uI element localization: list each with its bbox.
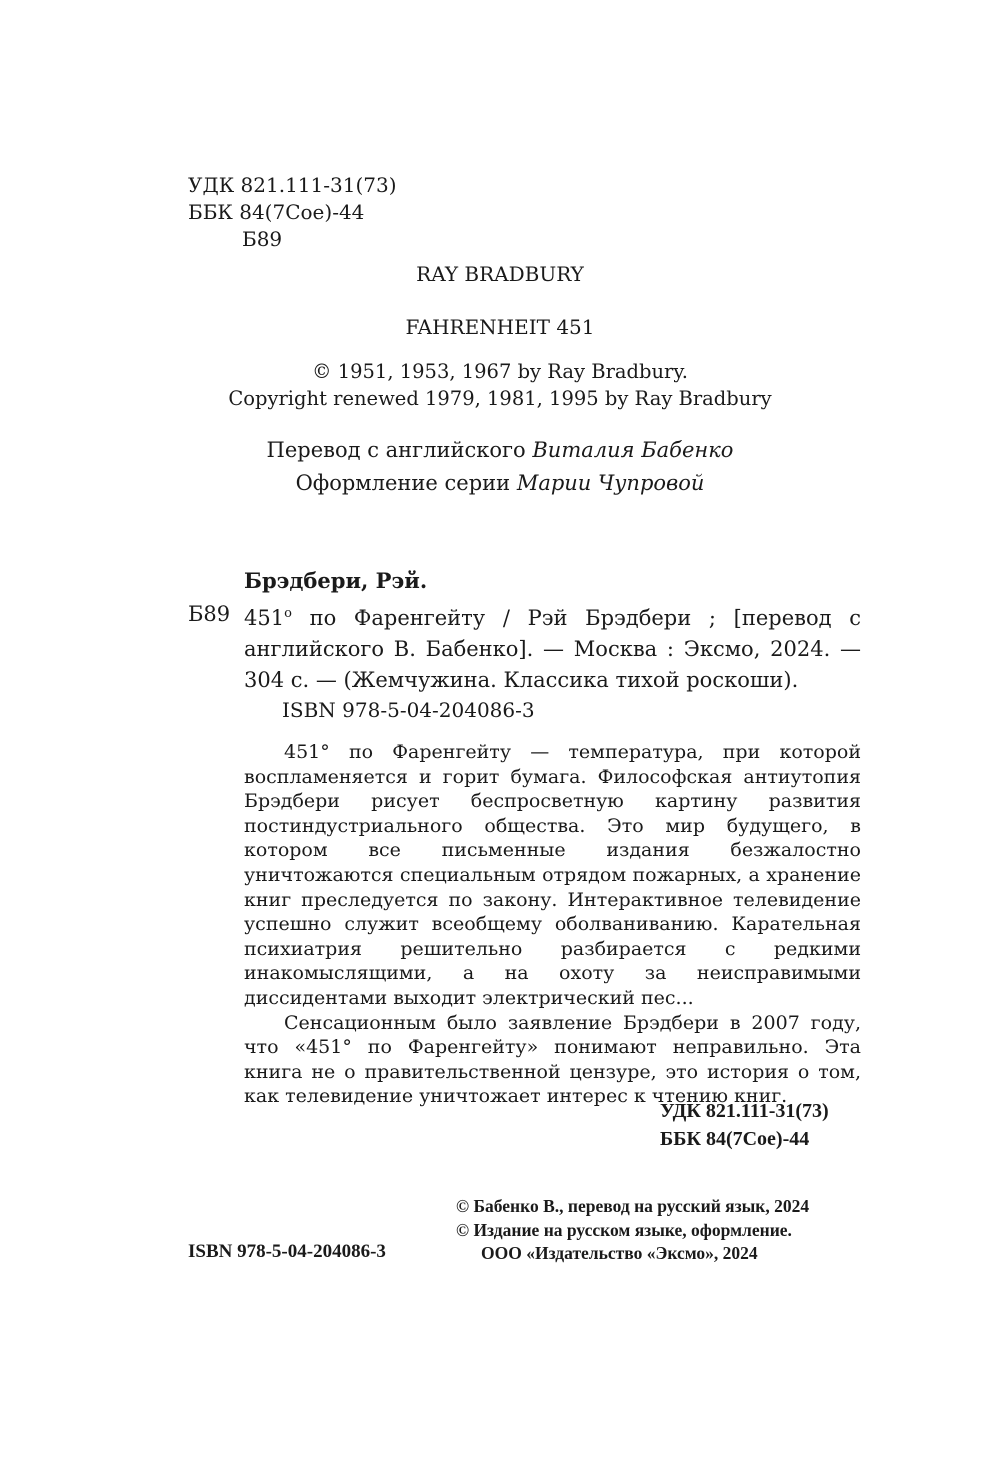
original-title: FAHRENHEIT 451: [405, 315, 595, 339]
annotation: [244, 740, 861, 1109]
original-author: RAY BRADBURY: [416, 262, 584, 286]
degree-sign: о: [284, 606, 292, 621]
title-number: 451: [244, 606, 285, 630]
copyright-line-2: Copyright renewed 1979, 1981, 1995 by Ray Bradbury: [228, 387, 772, 410]
rights-notice: [456, 1195, 809, 1266]
designer-name: Марии Чупровой: [516, 471, 705, 495]
classification-codes: [188, 172, 397, 253]
edition-rights: © Издание на русском языке, оформление.: [456, 1219, 792, 1240]
bibliographic-isbn: ISBN 978-5-04-204086-3: [282, 698, 535, 722]
annotation-paragraph-1: 451° по Фаренгейту — температура, при которой воспламеняется и горит бумага. Философская антиутопия Брэдбери рисует беспросветную картину развития постиндустриального общества. Это мир будущего, в котором все письменные издания безжалостно уничтожаются специальным отрядом пожарных, а хранение книг преследуется по закону. Интерактивное телевидение успешно служит всеобщему оболваниванию. Карательная психиатрия решительно разбирается с редкими инакомыслящими, а на охоту за неисправимыми диссидентами выходит электрический пес...: [244, 741, 861, 1009]
bbk-code-right: ББК 84(7Сое)-44: [660, 1128, 810, 1150]
author-mark: Б89: [242, 227, 283, 251]
bibliographic-author: Брэдбери, Рэй.: [244, 568, 428, 593]
translation-label: Перевод с английского: [266, 438, 533, 462]
annotation-paragraph-2: Сенсационным было заявление Брэдбери в 2007 году, что «451° по Фаренгейту» понимают неправильно. Эта книга не о правительственной цензуре, это история о том, как телевидение уничтожает интерес к чтению книг.: [244, 1011, 861, 1108]
udk-code-right: УДК 821.111-31(73): [660, 1100, 829, 1122]
translation-rights: © Бабенко В., перевод на русский язык, 2024: [456, 1196, 810, 1216]
classification-codes-right: [660, 1097, 829, 1153]
original-copyright: [0, 358, 1000, 412]
isbn-bottom: ISBN 978-5-04-204086-3: [188, 1241, 386, 1262]
translator-name: Виталия Бабенко: [532, 438, 734, 462]
design-label: Оформление серии: [295, 471, 517, 495]
design-credit: [0, 467, 1000, 500]
copyright-line-1: © 1951, 1953, 1967 by Ray Bradbury.: [312, 360, 688, 383]
credits: [0, 434, 1000, 500]
bbk-code: ББК 84(7Сое)-44: [188, 200, 365, 224]
translation-credit: [0, 434, 1000, 467]
udk-code: УДК 821.111-31(73): [188, 173, 397, 197]
bibliographic-description: [244, 598, 861, 696]
publisher-rights: ООО «Издательство «Эксмо», 2024: [481, 1243, 758, 1263]
bibliographic-mark: Б89: [188, 602, 231, 626]
description-text: по Фаренгейту / Рэй Брэдбери ; [перевод с английского В. Бабенко]. — Москва : Эксмо, 2024. — 304 с. — (Жемчужина. Классика тихой роскоши).: [244, 606, 861, 692]
